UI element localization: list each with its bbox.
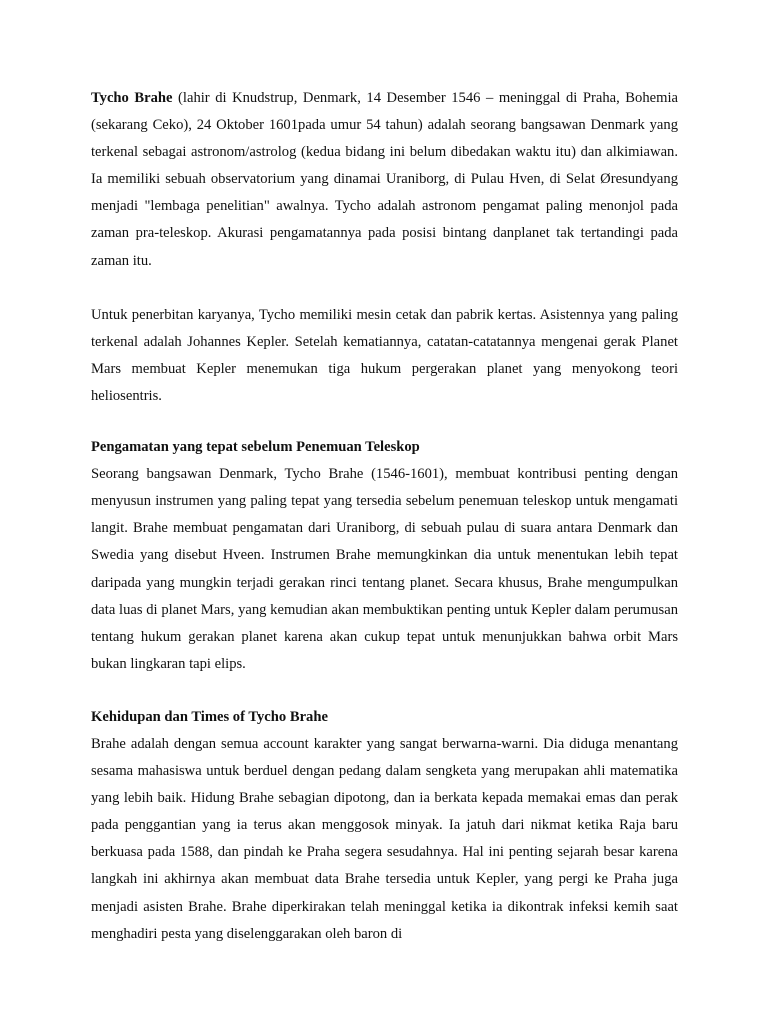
intro-text: (lahir di Knudstrup, Denmark, 14 Desember 1546 – meninggal di Praha, Bohemia (sekarang Ceko), 24 Oktober 1601pada umur 54 tahun) adalah seorang bangsawan Denmark yang terkenal sebagai astronom/astrolog (kedua bidang ini belum dibedakan waktu itu) dan alkimiawan. Ia memiliki sebuah observatorium yang dinamai Uraniborg, di Pulau Hven, di Selat Øresundyang menjadi "lembaga penelitian" awalnya. Tycho adalah astronom pengamat paling menonjol pada zaman pra-teleskop. Akurasi pengamatannya pada posisi bintang danplanet tak tertandingi pada zaman itu. [91, 90, 678, 269]
name-first: Tycho [91, 90, 129, 106]
observations-paragraph: Seorang bangsawan Denmark, Tycho Brahe (1546-1601), membuat kontribusi penting dengan menyusun instrumen yang paling tepat yang tersedia sebelum penemuan teleskop untuk mengamati langit. Brahe membuat pengamatan dari Uraniborg, di sebuah pulau di suara antara Denmark dan Swedia yang disebut Hveen. Instrumen Brahe memungkinkan dia untuk menentukan lebih tepat daripada yang mungkin terjadi gerakan rinci tentang planet. Secara khusus, Brahe mengumpulkan data luas di planet Mars, yang kemudian akan membuktikan penting untuk Kepler dalam perumusan tentang hukum gerakan planet karena akan cukup tepat untuk menunjukkan bahwa orbit Mars bukan lingkaran tapi elips. [91, 466, 678, 672]
life-paragraph: Brahe adalah dengan semua account karakter yang sangat berwarna-warni. Dia diduga menantang sesama mahasiswa untuk berduel dengan pedang dalam sengketa yang merupakan ahli matematika yang lebih baik. Hidung Brahe sebagian dipotong, dan ia berkata kepada memakai emas dan perak pada penggantian yang ia terus akan menggosok minyak. Ia jatuh dari nikmat ketika Raja baru berkuasa pada 1588, dan pindah ke Praha segera sesudahnya. Hal ini penting sejarah besar karena langkah ini akhirnya akan membuat data Brahe tersedia untuk Kepler, yang pergi ke Praha juga menjadi asisten Brahe. Brahe diperkirakan telah meninggal ketika ia dikontrak infeksi kemih saat menghadiri pesta yang diselenggarakan oleh baron di [91, 735, 678, 942]
paragraph-spacer [91, 678, 678, 704]
section-heading-life: Kehidupan dan Times of Tycho Brahe [91, 708, 328, 725]
name-last: Brahe [134, 90, 173, 106]
publishing-paragraph: Untuk penerbitan karyanya, Tycho memiliki mesin cetak dan pabrik kertas. Asistennya yang paling terkenal adalah Johannes Kepler. Setelah kematiannya, catatan-catatannya mengenai gerak Planet Mars membuat Kepler menemukan tiga hukum pergerakan planet yang menyokong teori heliosentris. [91, 306, 678, 404]
section-heading-observations: Pengamatan yang tepat sebelum Penemuan Teleskop [91, 439, 420, 456]
intro-paragraph [91, 85, 678, 275]
paragraph-spacer [91, 410, 678, 434]
document-page [91, 85, 678, 948]
paragraph-spacer [91, 275, 678, 302]
